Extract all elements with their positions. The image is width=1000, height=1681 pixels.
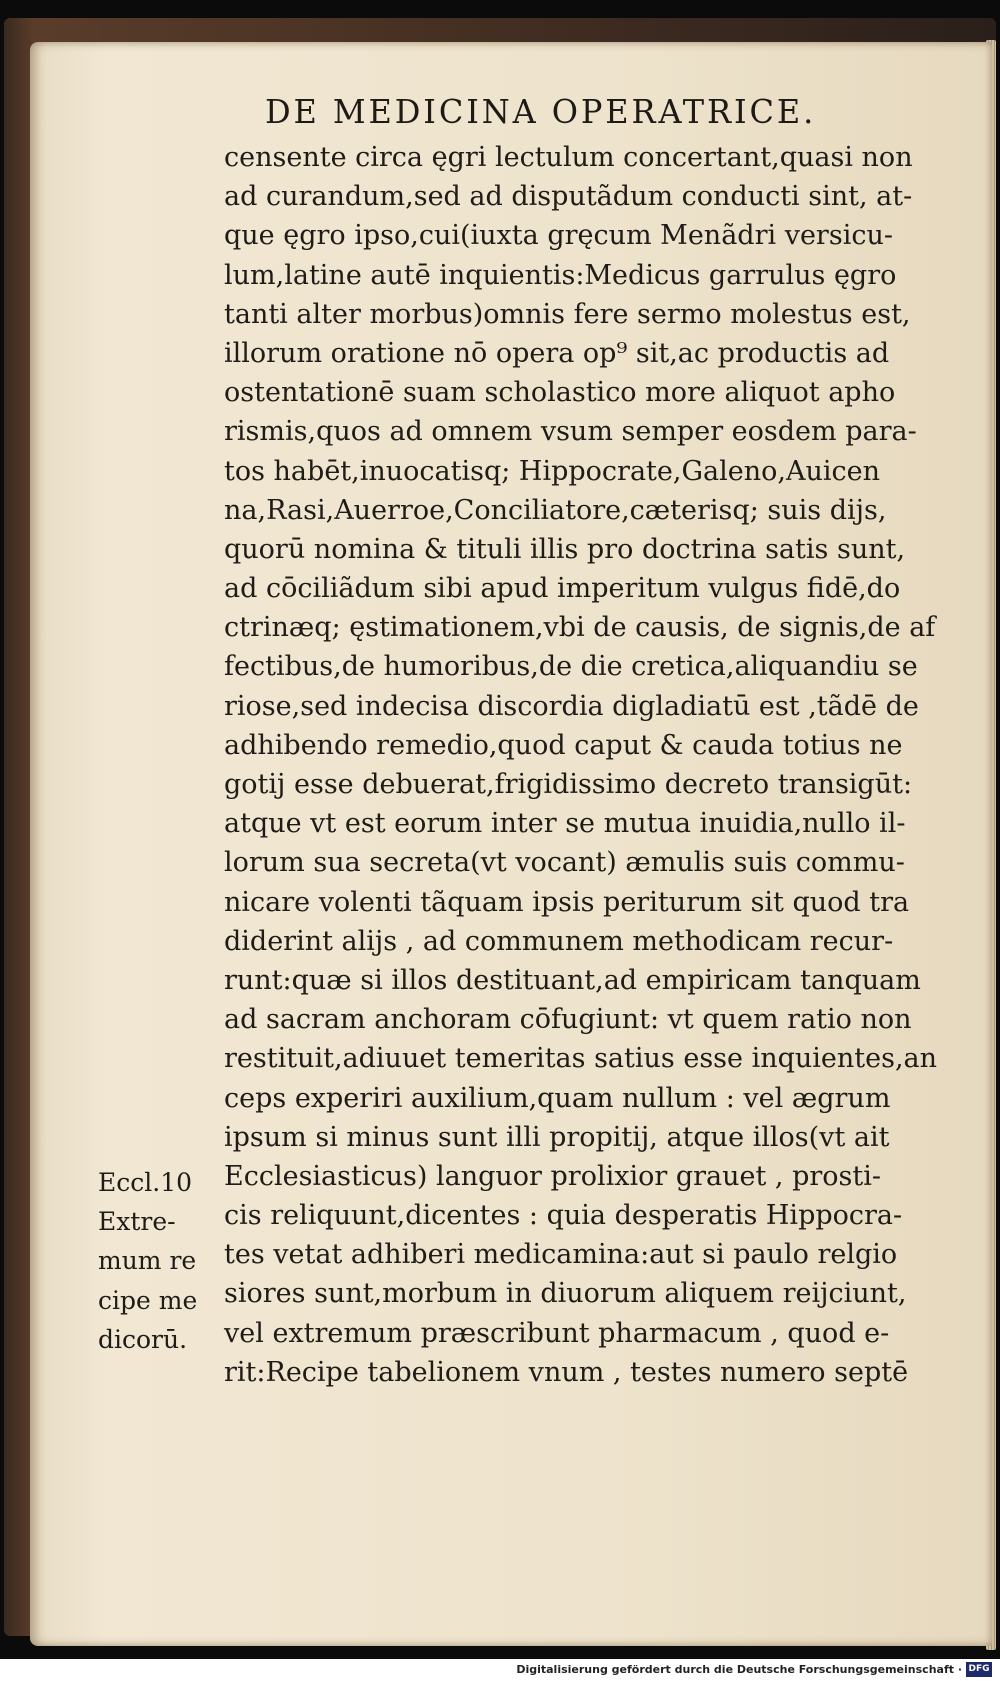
text-line: fectibus,de humoribus,de die cretica,aliquandiu se bbox=[224, 651, 918, 683]
text-line: illorum oratione nō opera op⁹ sit,ac productis ad bbox=[224, 337, 890, 369]
text-line: tes vetat adhiberi medicamina:aut si paulo relgio bbox=[224, 1239, 898, 1271]
text-line: siores sunt,morbum in diuorum aliquem reijciunt, bbox=[224, 1278, 907, 1310]
text-line: ceps experiri auxilium,quam nullum : vel ægrum bbox=[224, 1082, 891, 1114]
margin-note-line: dicorū. bbox=[98, 1324, 188, 1354]
text-line: ostentationē suam scholastico more aliquot apho bbox=[224, 377, 896, 409]
text-line: gotij esse debuerat,frigidissimo decreto transigūt: bbox=[224, 769, 913, 800]
funding-credit: Digitalisierung gefördert durch die Deutsche Forschungsgemeinschaft · bbox=[516, 1663, 962, 1676]
text-line: ad cōciliãdum sibi apud imperitum vulgus fidē,do bbox=[224, 573, 901, 605]
text-line: Ecclesiasticus) languor prolixior grauet , prosti- bbox=[224, 1160, 882, 1192]
text-line: atque vt est eorum inter se mutua inuidia,nullo il- bbox=[224, 808, 906, 840]
body-text bbox=[224, 138, 944, 1392]
text-line: diderint alijs , ad communem methodicam recur- bbox=[224, 925, 894, 957]
text-line: lum,latine autē inquientis:Medicus garrulus ęgro bbox=[224, 259, 897, 291]
text-line: lorum sua secreta(vt vocant) æmulis suis commu- bbox=[224, 847, 905, 879]
footer-bar bbox=[0, 1659, 1000, 1681]
text-line: rismis,quos ad omnem vsum semper eosdem para- bbox=[224, 416, 917, 448]
margin-note-line: cipe me bbox=[98, 1285, 198, 1315]
text-line: nicare volenti tãquam ipsis periturum sit quod tra bbox=[224, 886, 910, 918]
text-line: na,Rasi,Auerroe,Conciliatore,cæterisq; suis dijs, bbox=[224, 494, 887, 526]
text-line: restituit,adiuuet temeritas satius esse inquientes,an bbox=[224, 1043, 938, 1075]
text-line: ad curandum,sed ad disputãdum conducti sint, at- bbox=[224, 181, 913, 213]
margin-note-line: Eccl.10 bbox=[98, 1168, 193, 1197]
text-line: cis reliquunt,dicentes : quia desperatis Hippocra- bbox=[224, 1200, 903, 1232]
text-line: riose,sed indecisa discordia digladiatū est ,tãdē de bbox=[224, 690, 919, 722]
text-line: adhibendo remedio,quod caput & cauda totius ne bbox=[224, 729, 903, 761]
text-line: ad sacram anchoram cōfugiunt: vt quem ratio non bbox=[224, 1004, 912, 1036]
text-line: tanti alter morbus)omnis fere sermo molestus est, bbox=[224, 298, 911, 330]
text-line: ipsum si minus sunt illi propitij, atque illos(vt ait bbox=[224, 1121, 890, 1153]
text-line: que ęgro ipso,cui(iuxta gręcum Menãdri versicu- bbox=[224, 220, 893, 252]
text-line: quorū nomina & tituli illis pro doctrina satis sunt, bbox=[224, 533, 906, 565]
text-line: runt:quæ si illos destituant,ad empiricam tanquam bbox=[224, 964, 921, 996]
margin-note-line: Extre- bbox=[98, 1207, 176, 1237]
text-line: tos habēt,inuocatisq; Hippocrate,Galeno,Auicen bbox=[224, 455, 880, 487]
dfg-logo: DFG bbox=[966, 1662, 992, 1677]
text-line: ctrinæq; ęstimationem,vbi de causis, de signis,de af bbox=[224, 612, 936, 644]
text-line: censente circa ęgri lectulum concertant,quasi non bbox=[224, 142, 913, 173]
text-line: rit:Recipe tabelionem vnum , testes numero septē bbox=[224, 1356, 909, 1388]
text-line: vel extremum præscribunt pharmacum , quod e- bbox=[224, 1317, 890, 1349]
running-head: DE MEDICINA OPERATRICE. bbox=[265, 92, 817, 131]
margin-note-line: mum re bbox=[98, 1246, 197, 1276]
margin-notes bbox=[98, 1163, 223, 1359]
